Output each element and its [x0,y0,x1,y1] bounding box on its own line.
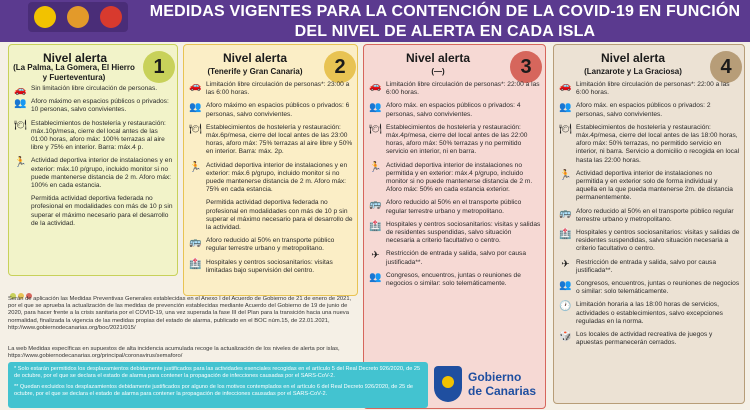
runner-icon: 🏃 [559,169,572,181]
level-4-subtitle: (Lanzarote y La Graciosa) [584,67,682,76]
traffic-light-icon [28,2,128,32]
hospital-icon: 🏥 [369,220,382,232]
people-icon: 👥 [559,102,572,114]
hospital-icon: 🏥 [189,258,202,270]
measure-item [554,280,744,296]
measure-text: Limitación libre circulación de personas*: 22:00 a las 6:00 horas. [576,81,730,97]
level-1-badge: 1 [143,51,175,83]
car-icon: 🚗 [14,85,27,96]
web-note: La web Medidas específicas en supuestos de alta incidencia acumulada recoge la actualización de los niveles de alerta por islas, https://www.gobiernodecanarias.org/principal/coronavirus/semaforo/ [8,346,340,360]
measure-item [364,199,545,215]
measure-text: Aforo máx. en espacios públicos o privados: 4 personas, salvo convivientes. [386,102,521,118]
measure-item [364,162,545,195]
runner-icon: 🏃 [189,161,202,173]
measure-item [9,98,177,114]
runner-icon: 🏃 [369,161,382,173]
light-orange [67,6,89,28]
car-icon: 🚗 [189,81,202,92]
measure-text: Restricción de entrada y salida, salvo por causa justificada**. [386,250,527,266]
level-3-badge: 3 [510,51,542,83]
measure-text: Limitación libre circulación de personas*: 22:00 a las 6:00 horas. [386,81,540,97]
level-2-title: Nivel alerta [222,51,288,65]
measure-item [554,102,744,118]
measure-text: Limitación horaria a las 18:00 horas de servicios, actividades o establecimientos, salvo excepciones reguladas en la norma. [576,301,723,325]
measure-item [9,85,177,96]
measure-text: Establecimientos de hostelería y restauración: máx.4p/mesa, cierre del local antes de las 18:00 horas, aforo máx: 50% terrazas, no permitido servicio en interior, ni barra. Servicio a domicilio o recogida en local hasta las 22:00 horas. [576,123,740,164]
measure-item [554,81,744,97]
title-line-2: DEL NIVEL DE ALERTA EN CADA ISLA [294,23,596,40]
restaurant-icon: 🍽 [559,123,572,135]
restaurant-icon: 🍽 [14,119,27,131]
measure-text: Sin limitación libre circulación de personas. [31,85,158,92]
light-red [100,6,122,28]
measure-item [184,199,357,232]
measure-item [184,237,357,253]
level-3-panel [363,44,546,409]
measure-text: Establecimientos de hostelería y restauración: máx.10p/mesa, cierre del local antes de las 01:00 horas, aforo máx: 100% terrazas al aire libre y 75% en interior. Barra: máx.4 p. [31,119,166,152]
measure-text: Congresos, encuentros, juntas o reuniones de negocios o similar: solo telemáticamente. [386,271,521,288]
measure-item [9,157,177,190]
shield-icon [434,366,462,402]
measure-text: Aforo máx. en espacios públicos o privados: 2 personas, salvo convivientes. [576,102,711,118]
measure-item [554,229,744,254]
measure-text: Actividad deportiva interior de instalaciones no permitida y en exterior solo de forma individual y aquella en la que pueda mantenerse 2m. de distancia permanentemente. [576,169,733,202]
measure-item [184,162,357,195]
measure-item [554,259,744,275]
measure-item [554,170,744,203]
gobierno-name [468,370,536,398]
level-2-badge: 2 [324,51,356,83]
measure-item [9,120,177,153]
measure-item [184,124,357,157]
restaurant-icon: 🍽 [189,123,202,135]
measure-item [554,301,744,326]
level-3-title: Nivel alerta [405,51,471,65]
measure-text: Permitida actividad deportiva federada no profesional en modalidades con más de 10 p sin superar el máximo necesario para el desarrollo de la actividad. [206,199,353,232]
measure-item [364,272,545,288]
measure-item [364,250,545,266]
plane-icon: ✈ [371,250,380,262]
light-yellow [34,6,56,28]
gobierno-name-line-2: de Canarias [468,384,537,398]
level-4-items [554,81,744,352]
level-1-subtitle: (La Palma, La Gomera, El Hierro y Fuerteventura) [13,63,135,82]
measure-item [554,331,744,347]
measure-item [184,259,357,275]
measure-item [554,124,744,165]
people-icon: 👥 [14,98,27,110]
page-title [140,2,750,42]
measure-text: Actividad deportiva interior de instalaciones y en exterior: máx.10 p/grupo, incluido monitor si no puede mantenerse distancia de 2 m. Aforo máx: 100% en cada estancia. [31,157,173,190]
measure-item [364,124,545,157]
measure-text: Aforo máximo en espacios públicos o privados: 6 personas, salvo convivientes. [206,102,350,118]
measure-text: Hospitales y centros sociosanitarios: visitas limitadas bajo supervisión del centro. [206,258,333,274]
measure-text: Aforo máximo en espacios públicos o privados: 10 personas, salvo convivientes. [31,98,169,114]
measure-item [9,195,177,228]
header-banner [0,0,750,42]
measure-text: Actividad deportiva interior de instalaciones no permitida y en exterior: máx.4 p/grupo, incluido monitor si no puede mantenerse distancia de 2 m. Aforo máx: 50% en cada estancia exterior. [386,161,533,194]
people-icon: 👥 [189,102,202,114]
level-1-items [9,85,177,233]
meeting-icon: 👥 [369,271,382,283]
car-icon: 🚗 [369,81,382,92]
title-line-1: MEDIDAS VIGENTES PARA LA CONTENCIÓN DE LA COVID-19 EN FUNCIÓN [149,3,741,20]
measure-text: Limitación libre circulación de personas*: 23:00 a las 6:00 horas. [206,81,350,97]
level-1-title: Nivel alerta [42,51,108,65]
gobierno-logo [434,364,544,406]
level-4-title: Nivel alerta [600,51,666,65]
measure-item [364,102,545,118]
measure-item [364,81,545,97]
measure-text: Aforo reducido al 50% en transporte público regular terrestre urbano y metropolitano. [206,237,335,253]
measure-text: Aforo reducido al 50% en el transporte público regular terrestre urbano y metropolitano. [386,199,522,215]
dice-icon: 🎲 [559,331,572,343]
meeting-icon: 👥 [559,280,572,292]
measure-item [364,221,545,246]
measure-text: Aforo reducido al 50% en el transporte público regular terrestre urbano y metropolitano. [576,207,734,223]
measure-item [184,81,357,97]
people-icon: 👥 [369,102,382,114]
bus-icon: 🚌 [559,207,572,219]
measure-text: Permitida actividad deportiva federada no profesional en modalidades con más de 10 p sin superar el máximo necesario para el desarrollo de la actividad. [31,195,173,227]
plane-icon: ✈ [561,258,570,270]
footnote-1: * Solo estarán permitidos los desplazamientos debidamente justificados para las actividades esenciales recogidas en el artículo 5 del Real Decreto 926/2020, de 25 de octubre, por el que se declara el estado de alarma para contener la propagación de infecciones causadas por el SARS-CoV-2. [14,366,421,379]
footnote-2: ** Quedan excluidos los desplazamientos debidamente justificados por alguno de los motivos contemplados en el artículo 6 del Real Decreto 926/2020, de 25 de octubre, por el que se declara el estado de alarma para contener la propagación de infecciones causadas por el SARS-CoV-2. [14,384,413,397]
measure-text: Congresos, encuentros, juntas o reuniones de negocios o similar: solo telemáticamente. [576,280,740,296]
bus-icon: 🚌 [189,237,202,249]
measure-text: Actividad deportiva interior de instalaciones y en exterior: máx.6 p/grupo, incluido monitor si no puede mantenerse distancia de 2 m. Aforo máx: 75% en cada estancia. [206,161,348,194]
measure-text: Hospitales y centros sociosanitarios: visitas y salidas de residentes suspendidas, salvo situación necesaria a criterio facultativo o centro. [386,220,541,245]
level-1-panel [8,44,178,276]
level-2-subtitle: (Tenerife y Gran Canaria) [207,67,303,76]
hospital-icon: 🏥 [559,229,572,241]
level-2-items [184,81,357,280]
runner-icon: 🏃 [14,157,27,169]
measure-item [184,102,357,118]
level-2-panel [183,44,358,296]
car-icon: 🚗 [559,81,572,92]
bus-icon: 🚌 [369,199,382,211]
level-4-badge: 4 [710,51,742,83]
level-4-panel [553,44,745,404]
measure-text: Hospitales y centros sociosanitarios: visitas y salidas de residentes suspendidas, salvo situación necesaria a criterio facultativo o centro. [576,229,740,253]
level-3-subtitle: (—) [431,67,445,76]
measure-text: Restricción de entrada y salida, salvo por causa justificada**. [576,258,717,274]
measure-text: Establecimientos de hostelería y restauración: máx.6p/mesa, cierre del local antes de las 23:00 horas, aforo máx: 75% terrazas al aire libre y 50% en interior. Barra: máx. 2p. [206,123,353,156]
measure-text: Establecimientos de hostelería y restauración: máx.4p/mesa, cierre del local antes de las 22:00 horas, aforo máx: 50% terrazas y no permitido servicio en interior, ni en barra. [386,123,528,156]
preventive-measures-note: Serán de aplicación las Medidas Preventivas Generales establecidas en el Anexo I del Acuerdo de Gobierno de 21 de enero de 2021, por el que se aprueba la actualización de las medidas de prevención establecidas mediante Acuerdo del Gobierno de 19 de junio de 2020, para hacer frente a la crisis sanitaria por el COVID-19, una vez superada la fase III del Plan para la transición hacia una nueva normalidad, finalizada la vigencia de las medidas propias del estado de alarma, publicado en el BOC núm.15, de 22.01.2021, http://www.gobiernodecanarias.org/boc/2021/015/ [8,296,352,331]
footer-notes [8,362,428,408]
gobierno-name-line-1: Gobierno [468,370,522,384]
level-3-items [364,81,545,293]
measure-item [554,208,744,224]
measure-text: Los locales de actividad recreativa de juegos y apuestas permanecerán cerrados. [576,331,713,347]
restaurant-icon: 🍽 [369,123,382,135]
clock-icon: 🕐 [559,301,572,313]
